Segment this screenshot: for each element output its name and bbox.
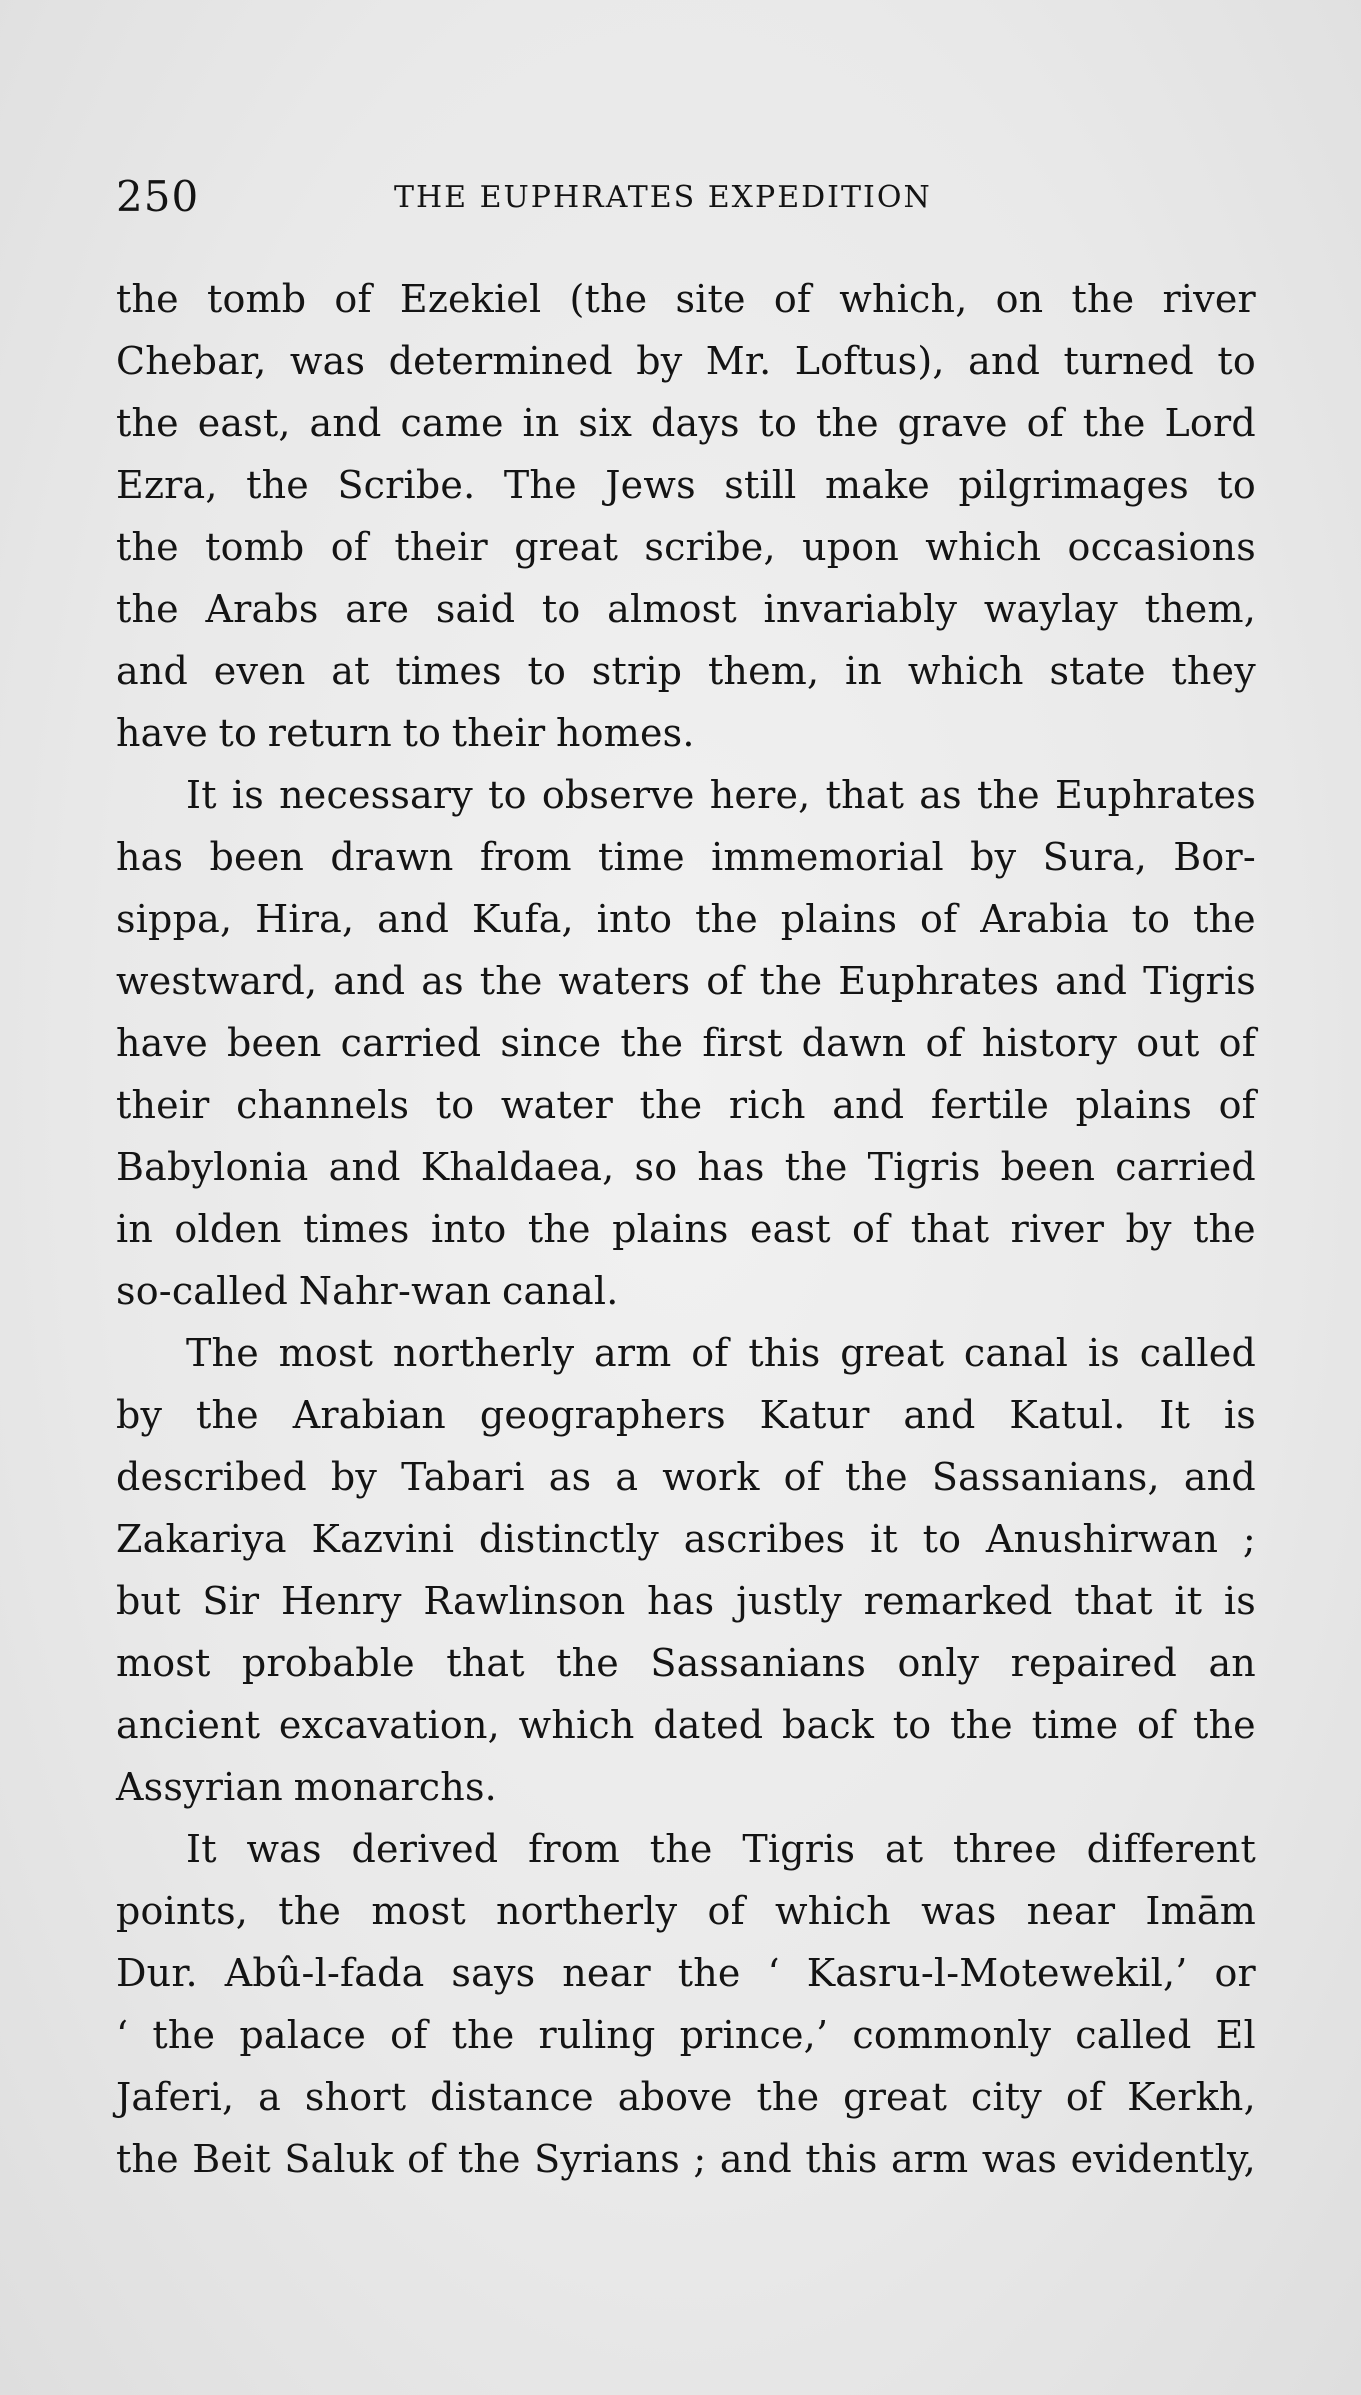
text-line: ‘ the palace of the ruling prince,’ commonly called El	[116, 2013, 1256, 2057]
page-header	[116, 172, 1256, 232]
text-line: points, the most northerly of which was near Imām	[116, 1889, 1256, 1933]
text-line: most probable that the Sassanians only repaired an	[116, 1641, 1256, 1685]
text-line: their channels to water the rich and fertile plains of	[116, 1083, 1256, 1127]
text-line: It is necessary to observe here, that as the Euphrates	[186, 773, 1256, 817]
text-line: The most northerly arm of this great canal is called	[186, 1331, 1256, 1375]
text-line: so-called Nahr-wan canal.	[116, 1269, 619, 1313]
page-number: 250	[116, 172, 200, 221]
text-line: It was derived from the Tigris at three different	[186, 1827, 1256, 1871]
text-line: Zakariya Kazvini distinctly ascribes it to Anushirwan ;	[116, 1517, 1256, 1561]
text-line: but Sir Henry Rawlinson has justly remarked that it is	[116, 1579, 1256, 1623]
text-line: the tomb of their great scribe, upon which occasions	[116, 525, 1256, 569]
text-line: Chebar, was determined by Mr. Loftus), and turned to	[116, 339, 1256, 383]
text-line: ancient excavation, which dated back to the time of the	[116, 1703, 1256, 1747]
text-line: the tomb of Ezekiel (the site of which, on the river	[116, 277, 1256, 321]
text-line: by the Arabian geographers Katur and Katul. It is	[116, 1393, 1256, 1437]
text-line: have been carried since the first dawn of history out of	[116, 1021, 1256, 1065]
text-line: have to return to their homes.	[116, 711, 695, 755]
text-line: Jaferi, a short distance above the great city of Kerkh,	[116, 2075, 1256, 2119]
text-line: Babylonia and Khaldaea, so has the Tigris been carried	[116, 1145, 1256, 1189]
text-line: in olden times into the plains east of that river by the	[116, 1207, 1256, 1251]
text-line: has been drawn from time immemorial by Sura, Bor-	[116, 835, 1256, 879]
text-line: the Beit Saluk of the Syrians ; and this arm was evidently,	[116, 2137, 1256, 2181]
text-line: the Arabs are said to almost invariably waylay them,	[116, 587, 1256, 631]
text-line: and even at times to strip them, in which state they	[116, 649, 1256, 693]
text-line: westward, and as the waters of the Euphrates and Tigris	[116, 959, 1256, 1003]
text-line: Assyrian monarchs.	[116, 1765, 497, 1809]
body-text	[116, 268, 1256, 2190]
text-line: Dur. Abû-l-fada says near the ‘ Kasru-l-Motewekil,’ or	[116, 1951, 1256, 1995]
text-line: the east, and came in six days to the grave of the Lord	[116, 401, 1256, 445]
text-line: described by Tabari as a work of the Sassanians, and	[116, 1455, 1256, 1499]
running-head: THE EUPHRATES EXPEDITION	[394, 180, 932, 215]
text-line: sippa, Hira, and Kufa, into the plains of Arabia to the	[116, 897, 1256, 941]
text-line: Ezra, the Scribe. The Jews still make pilgrimages to	[116, 463, 1256, 507]
